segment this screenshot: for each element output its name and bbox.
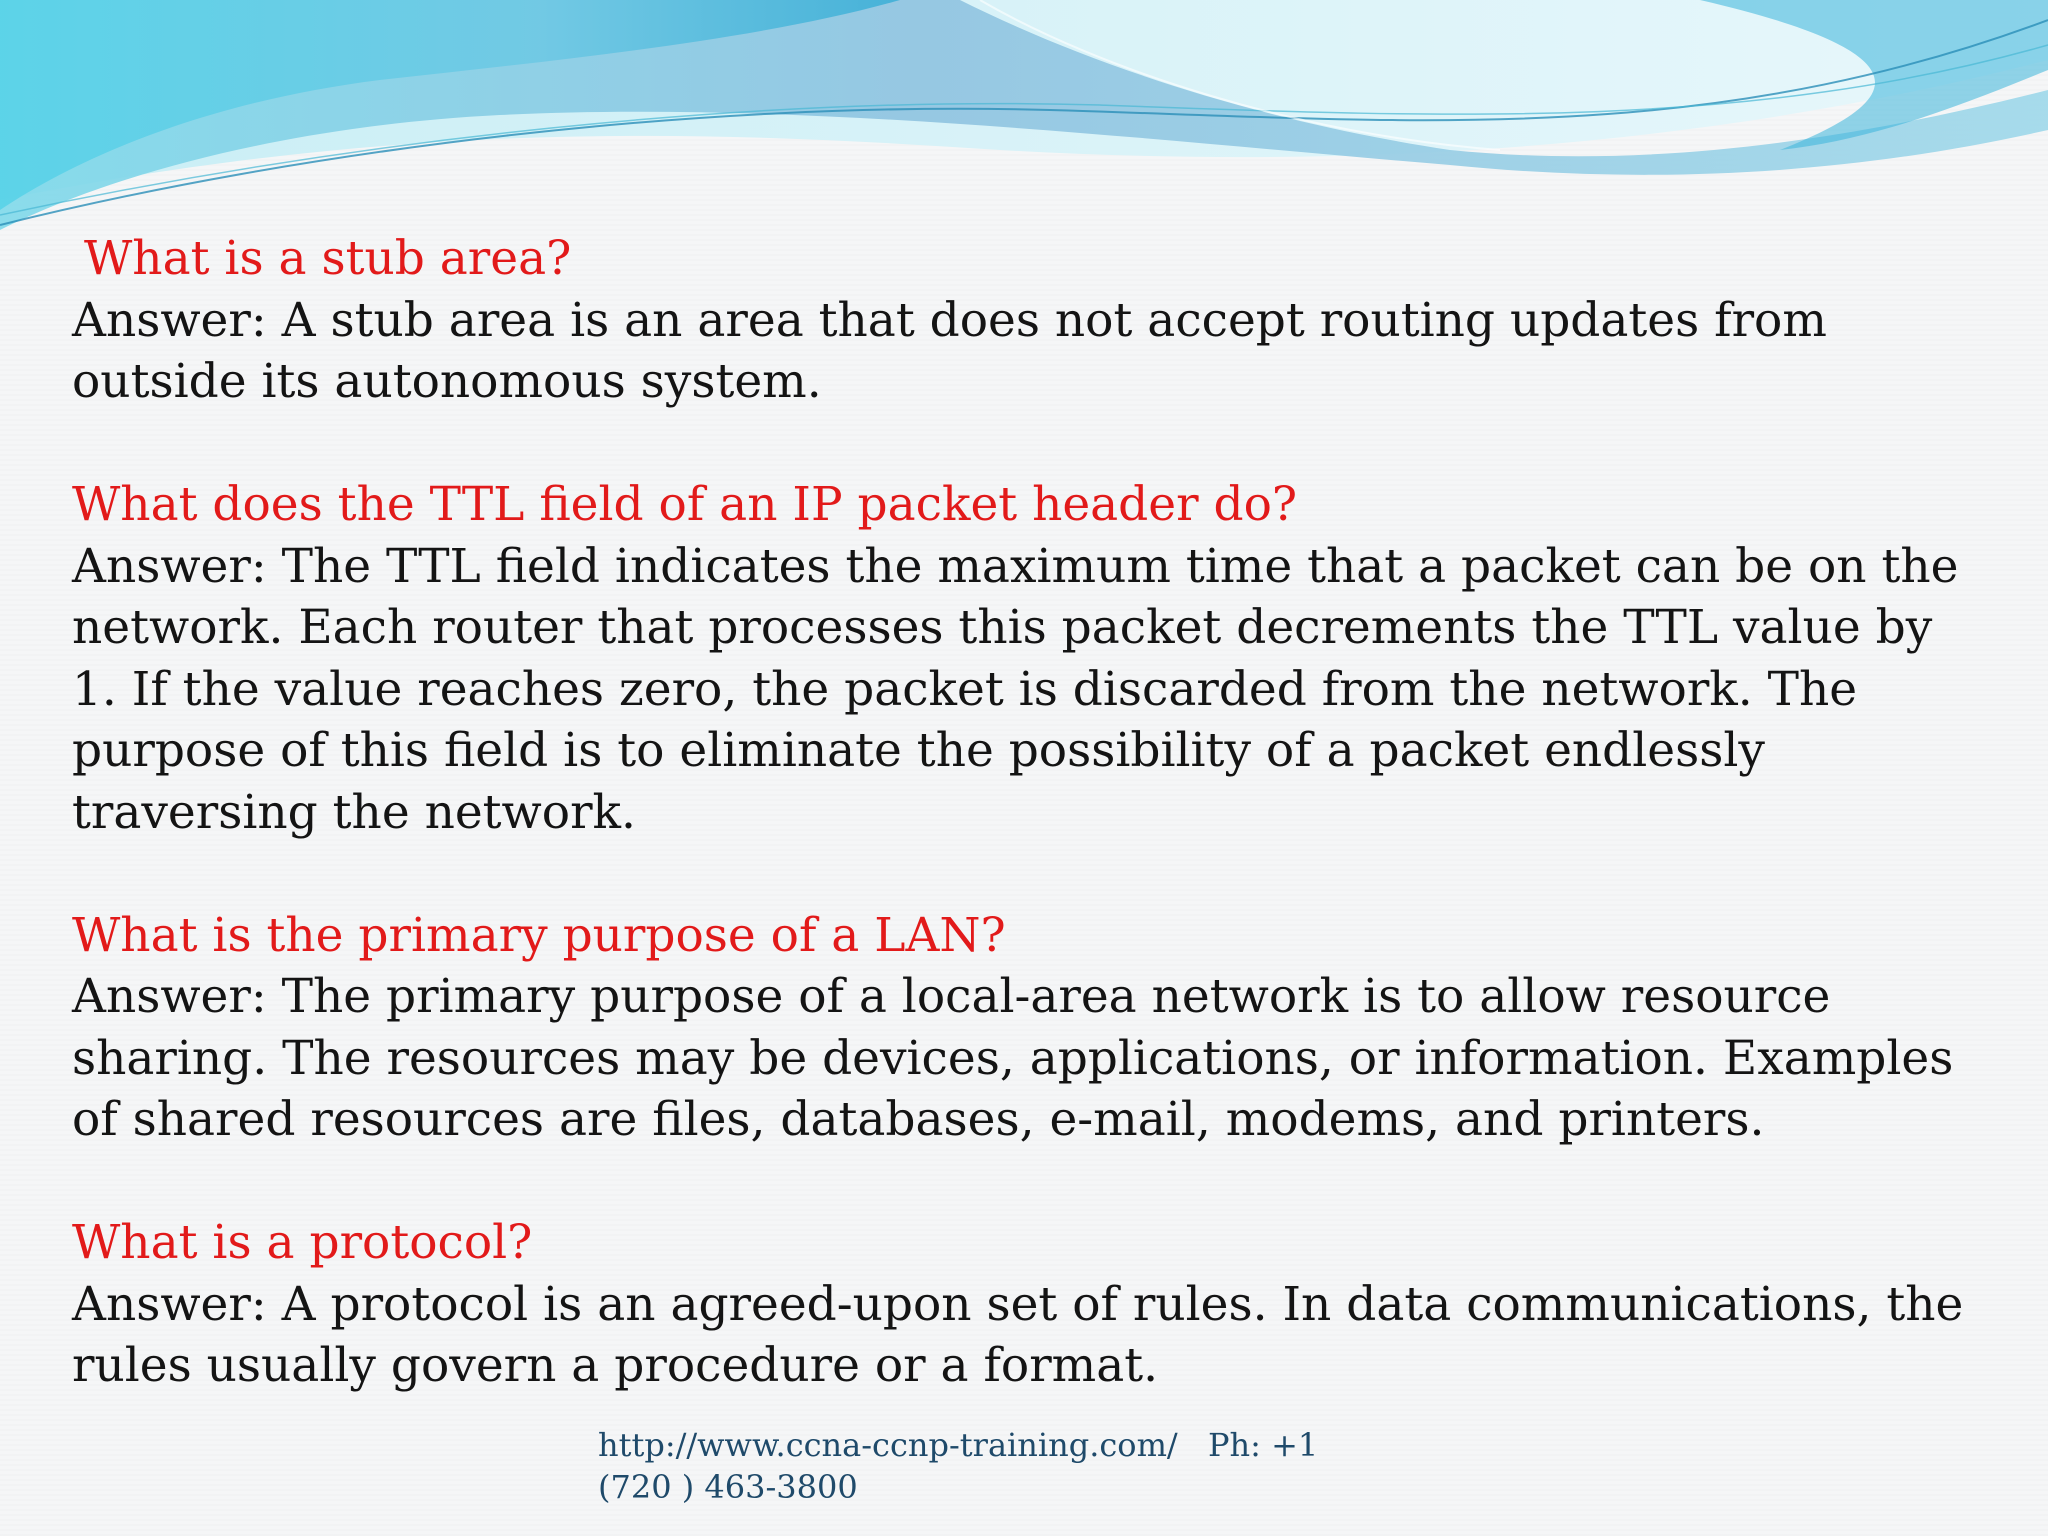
qa-item (72, 905, 1972, 1151)
answer-text: Answer: A stub area is an area that does not accept routing updates from outside its autonomous system. (72, 292, 1827, 409)
qa-item (72, 1212, 1972, 1397)
qa-list (72, 228, 1972, 1458)
answer-text: Answer: The TTL field indicates the maximum time that a packet can be on the network. Each router that processes this packet decrements the TTL value by 1. If the value reaches zero, the packet is discarded from the network. The purpose of this field is to eliminate the possibility of a packet endlessly traversing the network. (72, 538, 1959, 840)
qa-item (72, 474, 1972, 843)
question-text: What is the primary purpose of a LAN? (72, 907, 1006, 963)
answer-text: Answer: A protocol is an agreed-upon set of rules. In data communications, the rules usually govern a procedure or a format. (72, 1276, 1964, 1393)
question-text: What is a protocol? (72, 1215, 533, 1270)
question-text: What is a stub area? (84, 231, 572, 286)
footer-url-link[interactable]: http://www.ccna-ccnp-training.com/ (598, 1426, 1178, 1464)
footer-phone-prefix: Ph: +1 (1208, 1426, 1319, 1464)
qa-item (72, 228, 1972, 413)
header-wave-decoration (0, 0, 2048, 240)
footer-phone-number: (720 ) 463-3800 (598, 1468, 858, 1506)
answer-text: Answer: The primary purpose of a local-area network is to allow resource sharing. The resources may be devices, applications, or information. Examples of shared resources are files, databases, e-mail, modems, and printers. (72, 969, 1954, 1147)
footer-contact (598, 1424, 1358, 1508)
question-text: What does the TTL field of an IP packet header do? (72, 477, 1298, 532)
